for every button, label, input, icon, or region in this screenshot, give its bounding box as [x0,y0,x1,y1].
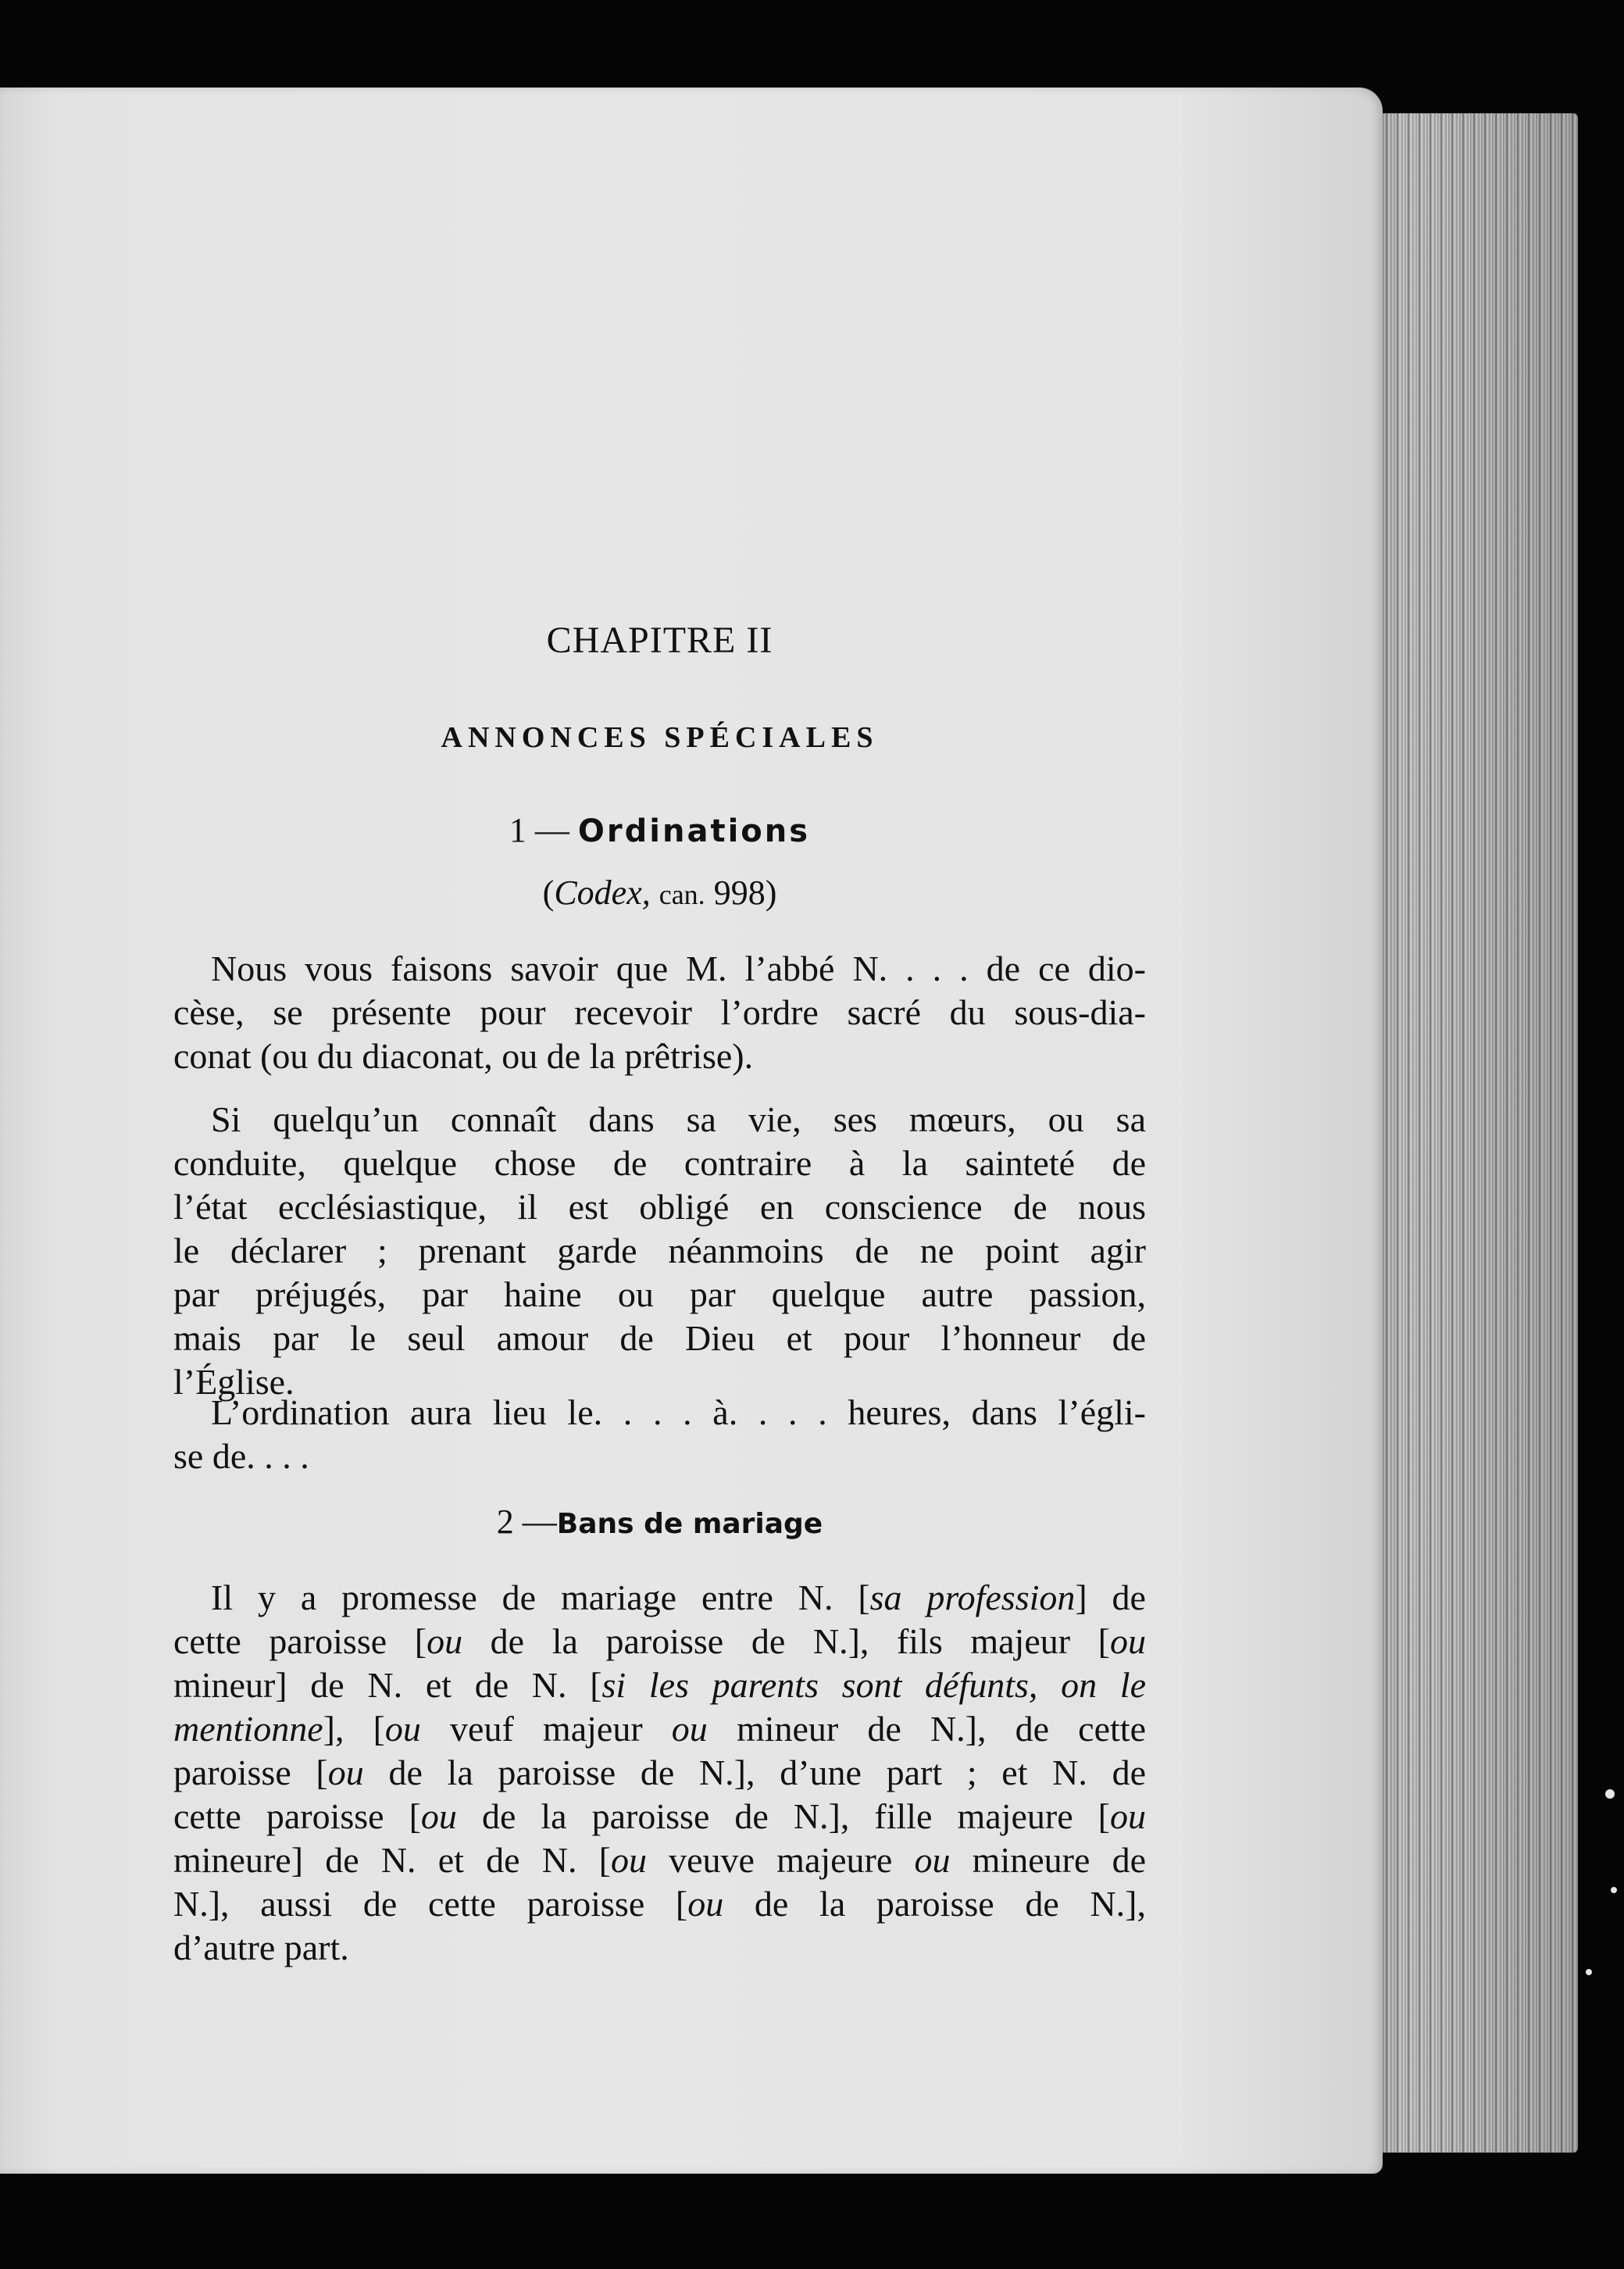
canon-reference [173,873,1146,913]
text-line: mineure] de N. et de N. [ou veuve majeure ou mineure de [173,1840,1146,1880]
text-line: Nous vous faisons savoir que M. l’abbé N. . . . de ce dio- [211,949,1146,988]
ref-can: can. [659,879,705,910]
text-line: cette paroisse [ou de la paroisse de N.], fils majeur [ou [173,1621,1146,1661]
text-line: mineur] de N. et de N. [si les parents sont défunts, on le [173,1665,1146,1705]
ref-number: 998) [713,874,777,912]
subsection-number: 1 — [509,811,569,849]
paragraph-announcement [173,947,1146,1078]
text-line: l’Église. [173,1362,294,1402]
chapter-title: CHAPITRE II [546,620,773,661]
text-line: conduite, quelque chose de contraire à la sainteté de [173,1143,1146,1183]
text-line: mais par le seul amour de Dieu et pour l’honneur de [173,1318,1146,1358]
subsection-title: Ordinations [577,813,811,849]
book-page [0,88,1383,2174]
text-line: d’autre part. [173,1928,349,1967]
text-line: se de. . . . [173,1436,309,1476]
scan-dust-speck [1611,1887,1617,1893]
subsection-title: Bans de mariage [556,1508,823,1540]
subsection-heading-bans [173,1502,1146,1542]
text-line: cette paroisse [ou de la paroisse de N.], fille majeure [ou [173,1796,1146,1836]
text-line: N.], aussi de cette paroisse [ou de la paroisse de N.], [173,1884,1146,1924]
text-line: paroisse [ou de la paroisse de N.], d’une part ; et N. de [173,1753,1146,1792]
scan-dust-speck [1605,1789,1615,1799]
text-line: L’ordination aura lieu le. . . . à. . . . heures, dans l’égli- [211,1392,1146,1432]
text-line: l’état ecclésiastique, il est obligé en conscience de nous [173,1187,1146,1227]
scan-dust-speck [1586,1969,1592,1975]
text-line: Il y a promesse de mariage entre N. [sa profession] de [211,1578,1146,1617]
ref-paren: ( [542,874,555,912]
subsection-heading-ordinations [173,810,1146,850]
subsection-number: 2 — [496,1503,557,1541]
paragraph-marriage-bans [173,1576,1146,1970]
section-title: ANNONCES SPÉCIALES [441,721,879,754]
ref-codex: Codex, [554,874,651,912]
text-line: conat (ou du diaconat, ou de la prêtrise). [173,1036,754,1076]
text-line: le déclarer ; prenant garde néanmoins de ne point agir [173,1231,1146,1270]
text-line: cèse, se présente pour recevoir l’ordre sacré du sous-dia- [173,992,1146,1032]
text-line: par préjugés, par haine ou par quelque autre passion, [173,1274,1146,1314]
text-line: Si quelqu’un connaît dans sa vie, ses mœurs, ou sa [211,1099,1146,1139]
paragraph-ordination-date [173,1391,1146,1478]
paragraph-objection [173,1098,1146,1404]
text-line: mentionne], [ou veuf majeur ou mineur de N.], de cette [173,1709,1146,1749]
